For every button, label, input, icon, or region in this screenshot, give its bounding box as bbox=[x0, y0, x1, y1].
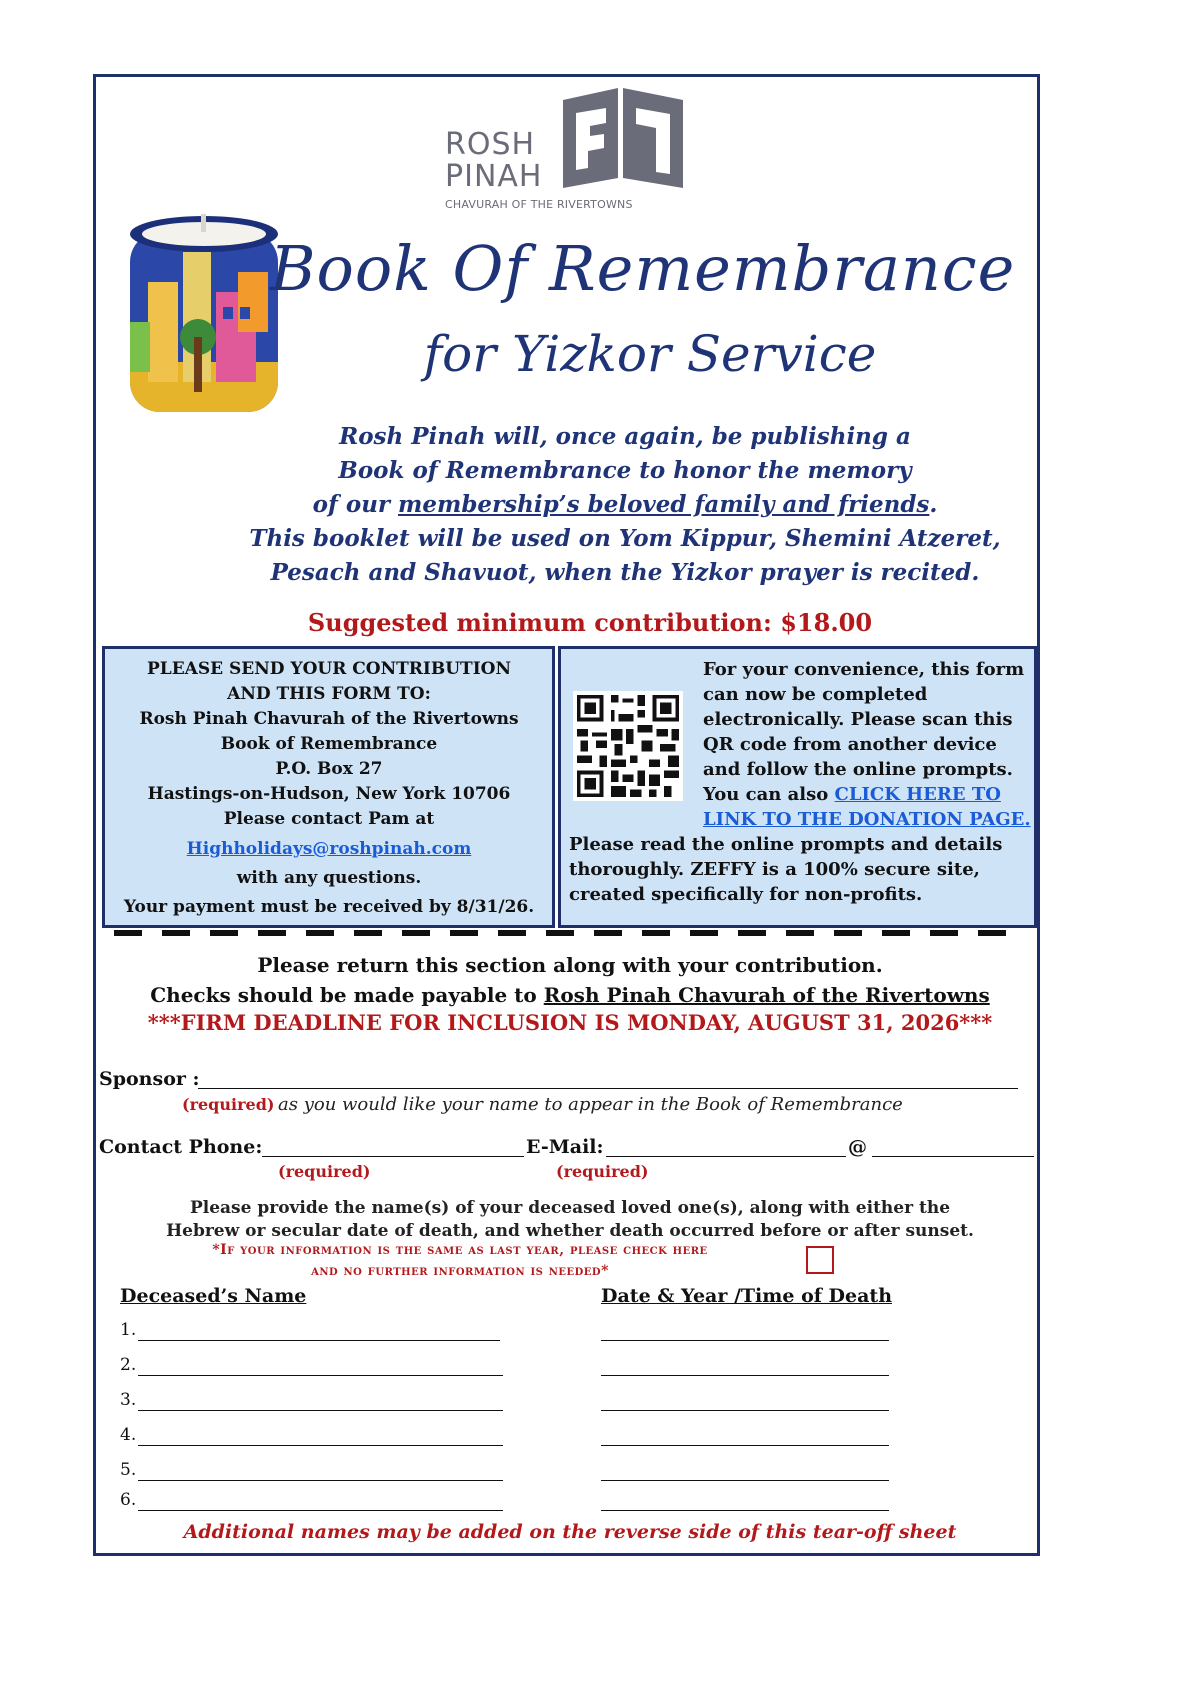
date-of-death-field[interactable] bbox=[601, 1375, 889, 1376]
same-line: and no further information is needed* bbox=[311, 1263, 609, 1279]
email-label: E-Mail: bbox=[526, 1136, 604, 1158]
donation-page-link[interactable]: CLICK HERE TO LINK TO THE DONATION PAGE. bbox=[703, 784, 1031, 830]
instruction-line: Hebrew or secular date of death, and whether death occurred before or after sunset. bbox=[166, 1221, 974, 1241]
intro-line: Rosh Pinah will, once again, be publishing a bbox=[339, 423, 911, 450]
sponsor-field[interactable] bbox=[198, 1088, 1018, 1089]
rosh-pinah-logo bbox=[440, 88, 690, 213]
page-title: Book Of Remembrance bbox=[270, 232, 1016, 305]
mail-line: P.O. Box 27 bbox=[275, 759, 383, 779]
intro-text: . bbox=[929, 491, 938, 518]
deceased-name-field[interactable] bbox=[138, 1340, 500, 1341]
logo-subtitle: CHAVURAH OF THE RIVERTOWNS bbox=[445, 198, 633, 211]
deceased-name-field[interactable] bbox=[138, 1375, 503, 1376]
tear-off-line bbox=[114, 930, 1014, 936]
deceased-name-field[interactable] bbox=[138, 1445, 503, 1446]
date-of-death-field[interactable] bbox=[601, 1480, 889, 1481]
contact-email-link[interactable]: Highholidays@roshpinah.com bbox=[186, 839, 472, 859]
email-domain-field[interactable] bbox=[872, 1156, 1034, 1157]
date-of-death-field[interactable] bbox=[601, 1445, 889, 1446]
row-number: 4. bbox=[120, 1425, 137, 1445]
mail-line: Please contact Pam at bbox=[223, 809, 435, 829]
payment-deadline: Your payment must be received by 8/31/26. bbox=[123, 897, 535, 917]
return-text: Checks should be made payable to bbox=[150, 983, 544, 1007]
phone-field[interactable] bbox=[262, 1156, 524, 1157]
email-user-field[interactable] bbox=[606, 1156, 846, 1157]
return-line: Please return this section along with your contribution. bbox=[257, 953, 883, 977]
email-at-sign: @ bbox=[848, 1136, 867, 1158]
required-tag: (required) bbox=[182, 1095, 275, 1114]
mail-instructions-box bbox=[102, 646, 555, 928]
required-tag: (required) bbox=[278, 1162, 371, 1181]
date-of-death-field[interactable] bbox=[601, 1510, 889, 1511]
instruction-line: Please provide the name(s) of your deceased loved one(s), along with either the bbox=[189, 1198, 951, 1218]
deceased-instructions bbox=[150, 1197, 990, 1243]
intro-text: of our bbox=[312, 491, 399, 518]
row-number: 6. bbox=[120, 1490, 137, 1510]
row-number: 2. bbox=[120, 1355, 137, 1375]
additional-names-note: Additional names may be added on the reverse side of this tear-off sheet bbox=[183, 1521, 957, 1543]
phone-label: Contact Phone: bbox=[99, 1136, 263, 1158]
logo-word-rosh: ROSH bbox=[445, 127, 536, 162]
mail-line: Hastings-on-Hudson, New York 10706 bbox=[147, 784, 511, 804]
intro-paragraph bbox=[230, 420, 1020, 590]
online-instructions bbox=[703, 657, 1035, 832]
same-as-last-year-checkbox[interactable] bbox=[806, 1246, 834, 1274]
firm-deadline: ***FIRM DEADLINE FOR INCLUSION IS MONDAY, AUGUST 31, 2026*** bbox=[147, 1010, 993, 1035]
qr-code[interactable] bbox=[573, 691, 683, 801]
required-tag: (required) bbox=[556, 1162, 649, 1181]
same-line: *If your information is the same as last year, please check here bbox=[212, 1242, 708, 1258]
intro-underlined-text: membership’s beloved family and friends bbox=[398, 491, 930, 518]
logo-word-pinah: PINAH bbox=[445, 159, 543, 194]
return-instructions bbox=[100, 950, 1040, 1010]
row-number: 3. bbox=[120, 1390, 137, 1410]
row-number: 5. bbox=[120, 1460, 137, 1480]
mail-line: with any questions. bbox=[236, 868, 422, 888]
intro-line: Pesach and Shavuot, when the Yizkor prayer is recited. bbox=[270, 559, 980, 586]
mail-line: AND THIS FORM TO: bbox=[227, 684, 431, 704]
column-deceased-name: Deceased’s Name bbox=[120, 1285, 307, 1307]
yizkor-candle-illustration bbox=[128, 212, 280, 417]
online-text: For your convenience, this form can now be completed electronically. Please scan this QR code from another device and follow the online prompts. You can also bbox=[703, 659, 1025, 805]
return-line bbox=[100, 980, 1040, 1010]
suggested-contribution: Suggested minimum contribution: $18.00 bbox=[307, 608, 873, 637]
open-book-icon bbox=[558, 88, 688, 188]
intro-line bbox=[230, 488, 1020, 522]
sponsor-label: Sponsor : bbox=[99, 1068, 200, 1090]
payee-name: Rosh Pinah Chavurah of the Rivertowns bbox=[543, 983, 990, 1007]
mail-line: Rosh Pinah Chavurah of the Rivertowns bbox=[139, 709, 519, 729]
online-donation-box bbox=[558, 646, 1037, 928]
sponsor-note: as you would like your name to appear in the Book of Remembrance bbox=[278, 1094, 903, 1115]
mail-line: PLEASE SEND YOUR CONTRIBUTION bbox=[146, 659, 512, 679]
deceased-name-field[interactable] bbox=[138, 1480, 503, 1481]
date-of-death-field[interactable] bbox=[601, 1340, 889, 1341]
intro-line: This booklet will be used on Yom Kippur, Shemini Atzeret, bbox=[249, 525, 1001, 552]
deceased-name-field[interactable] bbox=[138, 1410, 503, 1411]
page-subtitle: for Yizkor Service bbox=[423, 325, 877, 383]
row-number: 1. bbox=[120, 1320, 137, 1340]
mail-instructions bbox=[113, 657, 545, 920]
column-date-of-death: Date & Year /Time of Death bbox=[601, 1285, 893, 1307]
deceased-name-field[interactable] bbox=[138, 1510, 503, 1511]
mail-line: Book of Remembrance bbox=[220, 734, 438, 754]
intro-line: Book of Remembrance to honor the memory bbox=[338, 457, 912, 484]
date-of-death-field[interactable] bbox=[601, 1410, 889, 1411]
same-as-last-year-note bbox=[110, 1240, 810, 1282]
online-security-note: Please read the online prompts and details thoroughly. ZEFFY is a 100% secure site, created specifically for non-profits. bbox=[569, 834, 1003, 905]
